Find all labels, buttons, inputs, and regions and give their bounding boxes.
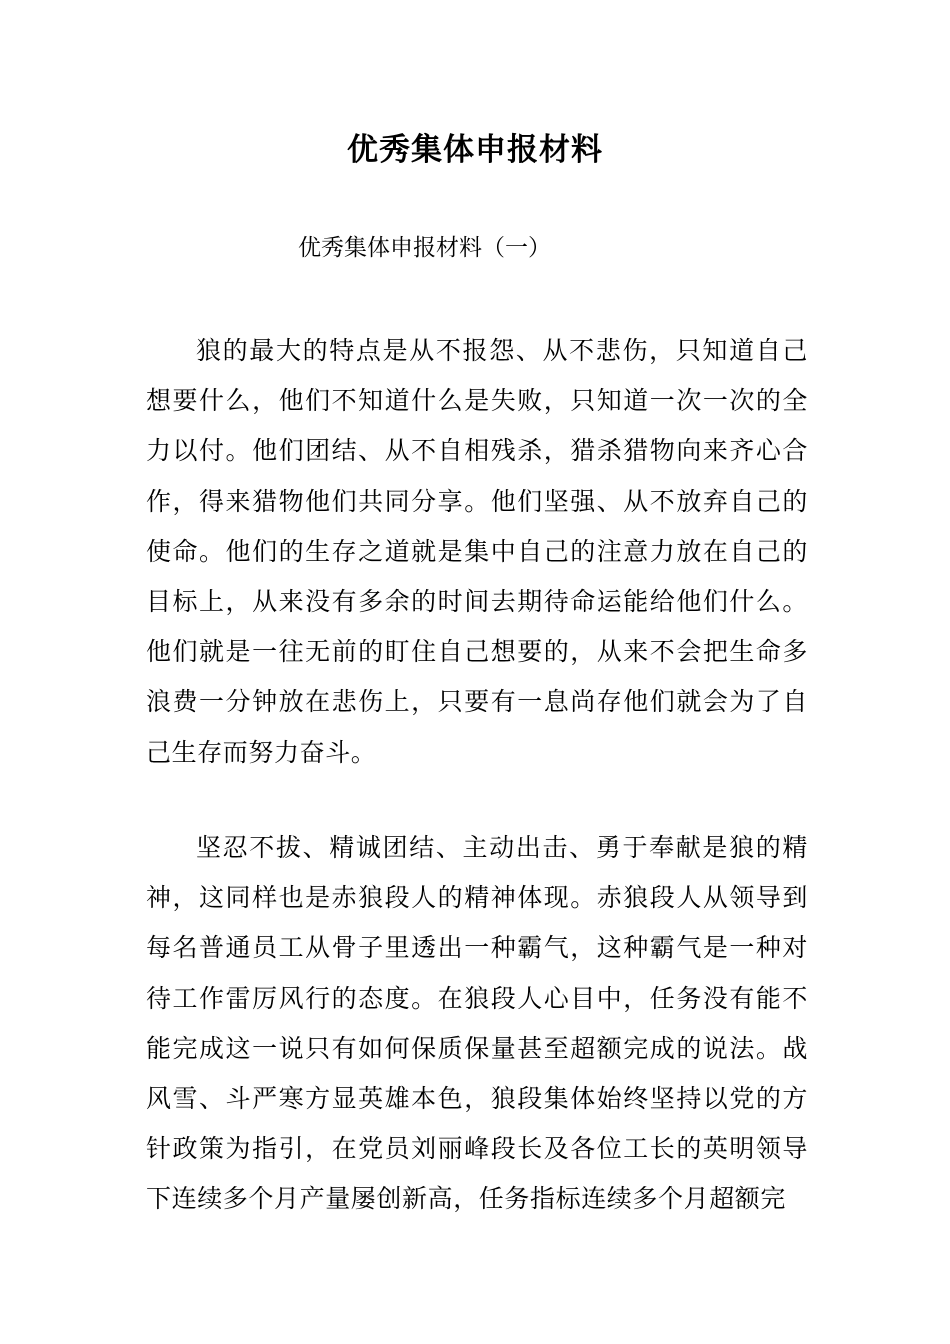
section-subtitle: 优秀集体申报材料（一）: [298, 235, 551, 261]
document-title: 优秀集体申报材料: [347, 132, 603, 168]
paragraph-1: 狼的最大的特点是从不报怨、从不悲伤，只知道自己想要什么，他们不知道什么是失败，只知道一次一次的全力以付。他们团结、从不自相残杀，猎杀猎物向来齐心合作，得来猎物他们共同分享。他们坚强、从不放弃自己的使命。他们的生存之道就是集中自己的注意力放在自己的目标上，从来没有多余的时间去期待命运能给他们什么。他们就是一往无前的盯住自己想要的，从来不会把生命多浪费一分钟放在悲伤上，只要有一息尚存他们就会为了自己生存而努力奋斗。: [146, 336, 808, 767]
paragraph-2: 坚忍不拔、精诚团结、主动出击、勇于奉献是狼的精神，这同样也是赤狼段人的精神体现。赤狼段人从领导到每名普通员工从骨子里透出一种霸气，这种霸气是一种对待工作雷厉风行的态度。在狼段人心目中，任务没有能不能完成这一说只有如何保质保量甚至超额完成的说法。战风雪、斗严寒方显英雄本色，狼段集体始终坚持以党的方针政策为指引，在党员刘丽峰段长及各位工长的英明领导下连续多个月产量屡创新高，任务指标连续多个月超额完: [146, 833, 808, 1214]
